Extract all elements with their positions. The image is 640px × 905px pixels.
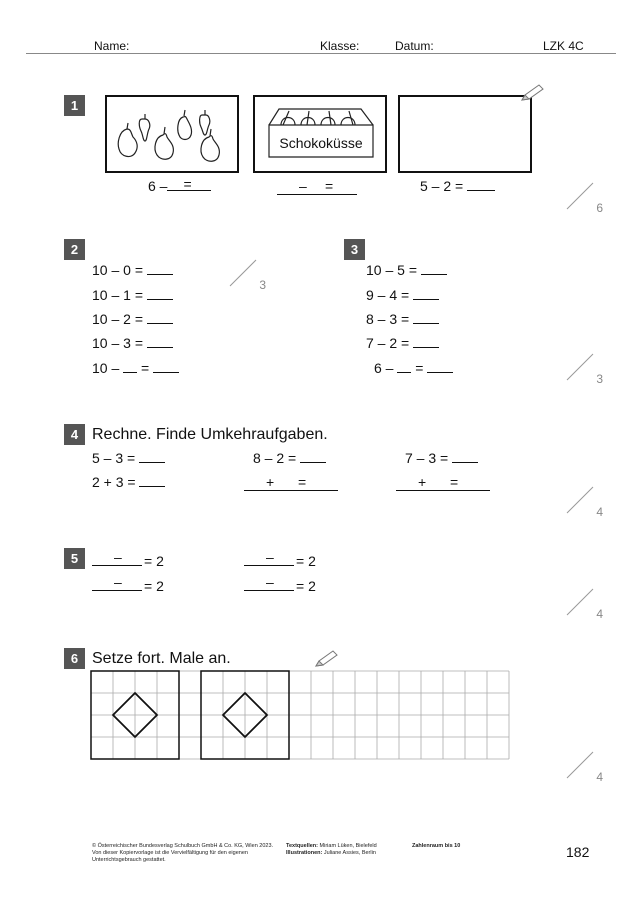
header-line xyxy=(26,53,616,54)
task2-row-3-answer[interactable] xyxy=(147,311,173,324)
task4-col3-bottom[interactable] xyxy=(396,474,490,491)
task4-col3-top-answer[interactable] xyxy=(452,450,478,463)
task3-row5-prefix: 6 – xyxy=(374,360,394,376)
task5-eq-2-result: = 2 xyxy=(144,578,164,594)
task5-eq-2-minus: – xyxy=(114,574,122,590)
task4-col2-plus: + xyxy=(266,474,275,490)
pears-illustration xyxy=(107,97,237,171)
task5-eq-1-minus: – xyxy=(114,549,122,565)
footer-copyright-line2: Von dieser Kopiervorlage ist die Vervielfältigung für den eigenen xyxy=(92,850,248,856)
task4-col1-bottom xyxy=(92,474,165,490)
task1-eq2[interactable] xyxy=(277,178,357,195)
task5-eq-3-result: = 2 xyxy=(296,553,316,569)
worksheet-code: LZK 4C xyxy=(543,39,584,53)
task3-row5-eq: = xyxy=(415,360,424,376)
task3-row-5 xyxy=(374,360,453,376)
klasse-label: Klasse: xyxy=(320,39,360,53)
task1-eq1 xyxy=(148,178,211,194)
task2-row-2 xyxy=(92,287,173,303)
task2-row-4-text: 10 – 3 = xyxy=(92,335,143,351)
task1-eq2-equals: = xyxy=(325,178,334,194)
task1-eq1-left: 6 – xyxy=(148,178,168,194)
task2-row-3-text: 10 – 2 = xyxy=(92,311,143,327)
task3-row-4 xyxy=(366,335,439,351)
task2-row-1-answer[interactable] xyxy=(147,262,173,275)
task2-row-1 xyxy=(92,262,173,278)
task3-row-4-text: 7 – 2 = xyxy=(366,335,410,351)
footer-illus-label: Illustrationen: xyxy=(286,850,323,856)
score-task1-value: 6 xyxy=(596,201,603,215)
footer-credits xyxy=(286,843,406,857)
task4-col3-eq: = xyxy=(450,474,459,490)
footer-copyright-line3: Unterrichtsgebrauch gestattet. xyxy=(92,857,166,863)
task2-row-3 xyxy=(92,311,173,327)
task-number-6: 6 xyxy=(64,648,85,669)
pencil-icon xyxy=(520,82,546,104)
page-number: 182 xyxy=(566,844,590,860)
task4-title: Rechne. Finde Umkehraufgaben. xyxy=(92,426,328,443)
pattern-grid[interactable] xyxy=(88,668,512,762)
task1-eq2-minus: – xyxy=(299,178,307,194)
task-number-5: 5 xyxy=(64,548,85,569)
task3-row-1-text: 10 – 5 = xyxy=(366,262,417,278)
footer-copyright xyxy=(92,843,282,864)
task4-col2-top xyxy=(253,450,326,466)
task1-eq1-equals: = xyxy=(183,176,192,192)
name-label: Name: xyxy=(94,39,130,53)
task3-row5-blank[interactable] xyxy=(397,360,411,373)
task4-col1-top-text: 5 – 3 = xyxy=(92,450,136,466)
score-task4 xyxy=(565,483,605,519)
task2-row-2-text: 10 – 1 = xyxy=(92,287,143,303)
task1-eq3-text: 5 – 2 = xyxy=(420,178,464,194)
footer-copyright-line1: © Österreichischer Bundesverlag Schulbuch GmbH & Co. KG, Wien 2023. xyxy=(92,843,274,849)
task3-row-2 xyxy=(366,287,439,303)
task1-eq3-answer[interactable] xyxy=(467,178,495,191)
task3-row-3-answer[interactable] xyxy=(413,311,439,324)
task4-col1-bottom-text: 2 + 3 = xyxy=(92,474,136,490)
task3-row5-answer[interactable] xyxy=(427,360,453,373)
task2-row5-eq: = xyxy=(141,360,150,376)
task2-row5-blank[interactable] xyxy=(123,360,137,373)
task3-row-2-answer[interactable] xyxy=(413,287,439,300)
task3-row-3-text: 8 – 3 = xyxy=(366,311,410,327)
task4-col1-top-answer[interactable] xyxy=(139,450,165,463)
score-task4-value: 4 xyxy=(596,505,603,519)
datum-label: Datum: xyxy=(395,39,434,53)
task2-row-4-answer[interactable] xyxy=(147,335,173,348)
score-task1 xyxy=(565,179,605,215)
footer-textquellen-label: Textquellen: xyxy=(286,843,318,849)
task-number-1: 1 xyxy=(64,95,85,116)
picture-box-schokokuesse xyxy=(253,95,387,173)
task2-row-2-answer[interactable] xyxy=(147,287,173,300)
score-task3-value: 3 xyxy=(596,372,603,386)
task3-row-3 xyxy=(366,311,439,327)
task3-row-1 xyxy=(366,262,447,278)
task5-eq-3[interactable] xyxy=(244,550,316,569)
task1-eq3 xyxy=(420,178,495,194)
box-label-schokokuesse: Schokoküsse xyxy=(279,135,363,151)
score-task5-value: 4 xyxy=(596,607,603,621)
pencil-icon-task6 xyxy=(314,648,340,670)
task4-col1-bottom-answer[interactable] xyxy=(139,474,165,487)
task2-row5-prefix: 10 – xyxy=(92,360,120,376)
task4-col1-top xyxy=(92,450,165,466)
task4-col3-top xyxy=(405,450,478,466)
task4-col2-bottom[interactable] xyxy=(244,474,338,491)
task5-eq-1-result: = 2 xyxy=(144,553,164,569)
task-number-4: 4 xyxy=(64,424,85,445)
score-task6-value: 4 xyxy=(596,770,603,784)
task-number-2: 2 xyxy=(64,239,85,260)
task4-col3-top-text: 7 – 3 = xyxy=(405,450,449,466)
task5-eq-4-result: = 2 xyxy=(296,578,316,594)
score-task2 xyxy=(228,256,268,292)
task5-eq-3-minus: – xyxy=(266,549,274,565)
score-task2-value: 3 xyxy=(259,278,266,292)
task4-col3-plus: + xyxy=(418,474,427,490)
task3-row-4-answer[interactable] xyxy=(413,335,439,348)
task-number-3: 3 xyxy=(344,239,365,260)
task3-row-2-text: 9 – 4 = xyxy=(366,287,410,303)
task2-row-1-text: 10 – 0 = xyxy=(92,262,143,278)
score-task3 xyxy=(565,350,605,386)
box-illustration xyxy=(255,97,385,171)
footer-textquellen: Miriam Lüken, Bielefeld xyxy=(319,843,377,849)
task5-eq-2[interactable] xyxy=(92,575,164,594)
task4-col2-top-text: 8 – 2 = xyxy=(253,450,297,466)
task2-row-5 xyxy=(92,360,179,376)
task5-eq-4-minus: – xyxy=(266,574,274,590)
footer-illus: Juliane Assies, Berlin xyxy=(323,850,376,856)
task4-col2-top-answer[interactable] xyxy=(300,450,326,463)
picture-box-pears xyxy=(105,95,239,173)
footer-topic: Zahlenraum bis 10 xyxy=(412,843,461,849)
task6-title: Setze fort. Male an. xyxy=(92,650,231,667)
score-task5 xyxy=(565,585,605,621)
task5-eq-4[interactable] xyxy=(244,575,316,594)
task2-row5-answer[interactable] xyxy=(153,360,179,373)
task5-eq-1[interactable] xyxy=(92,550,164,569)
task3-row-1-answer[interactable] xyxy=(421,262,447,275)
task2-row-4 xyxy=(92,335,173,351)
drawing-box-empty[interactable] xyxy=(398,95,532,173)
task4-col2-eq: = xyxy=(298,474,307,490)
score-task6 xyxy=(565,748,605,784)
